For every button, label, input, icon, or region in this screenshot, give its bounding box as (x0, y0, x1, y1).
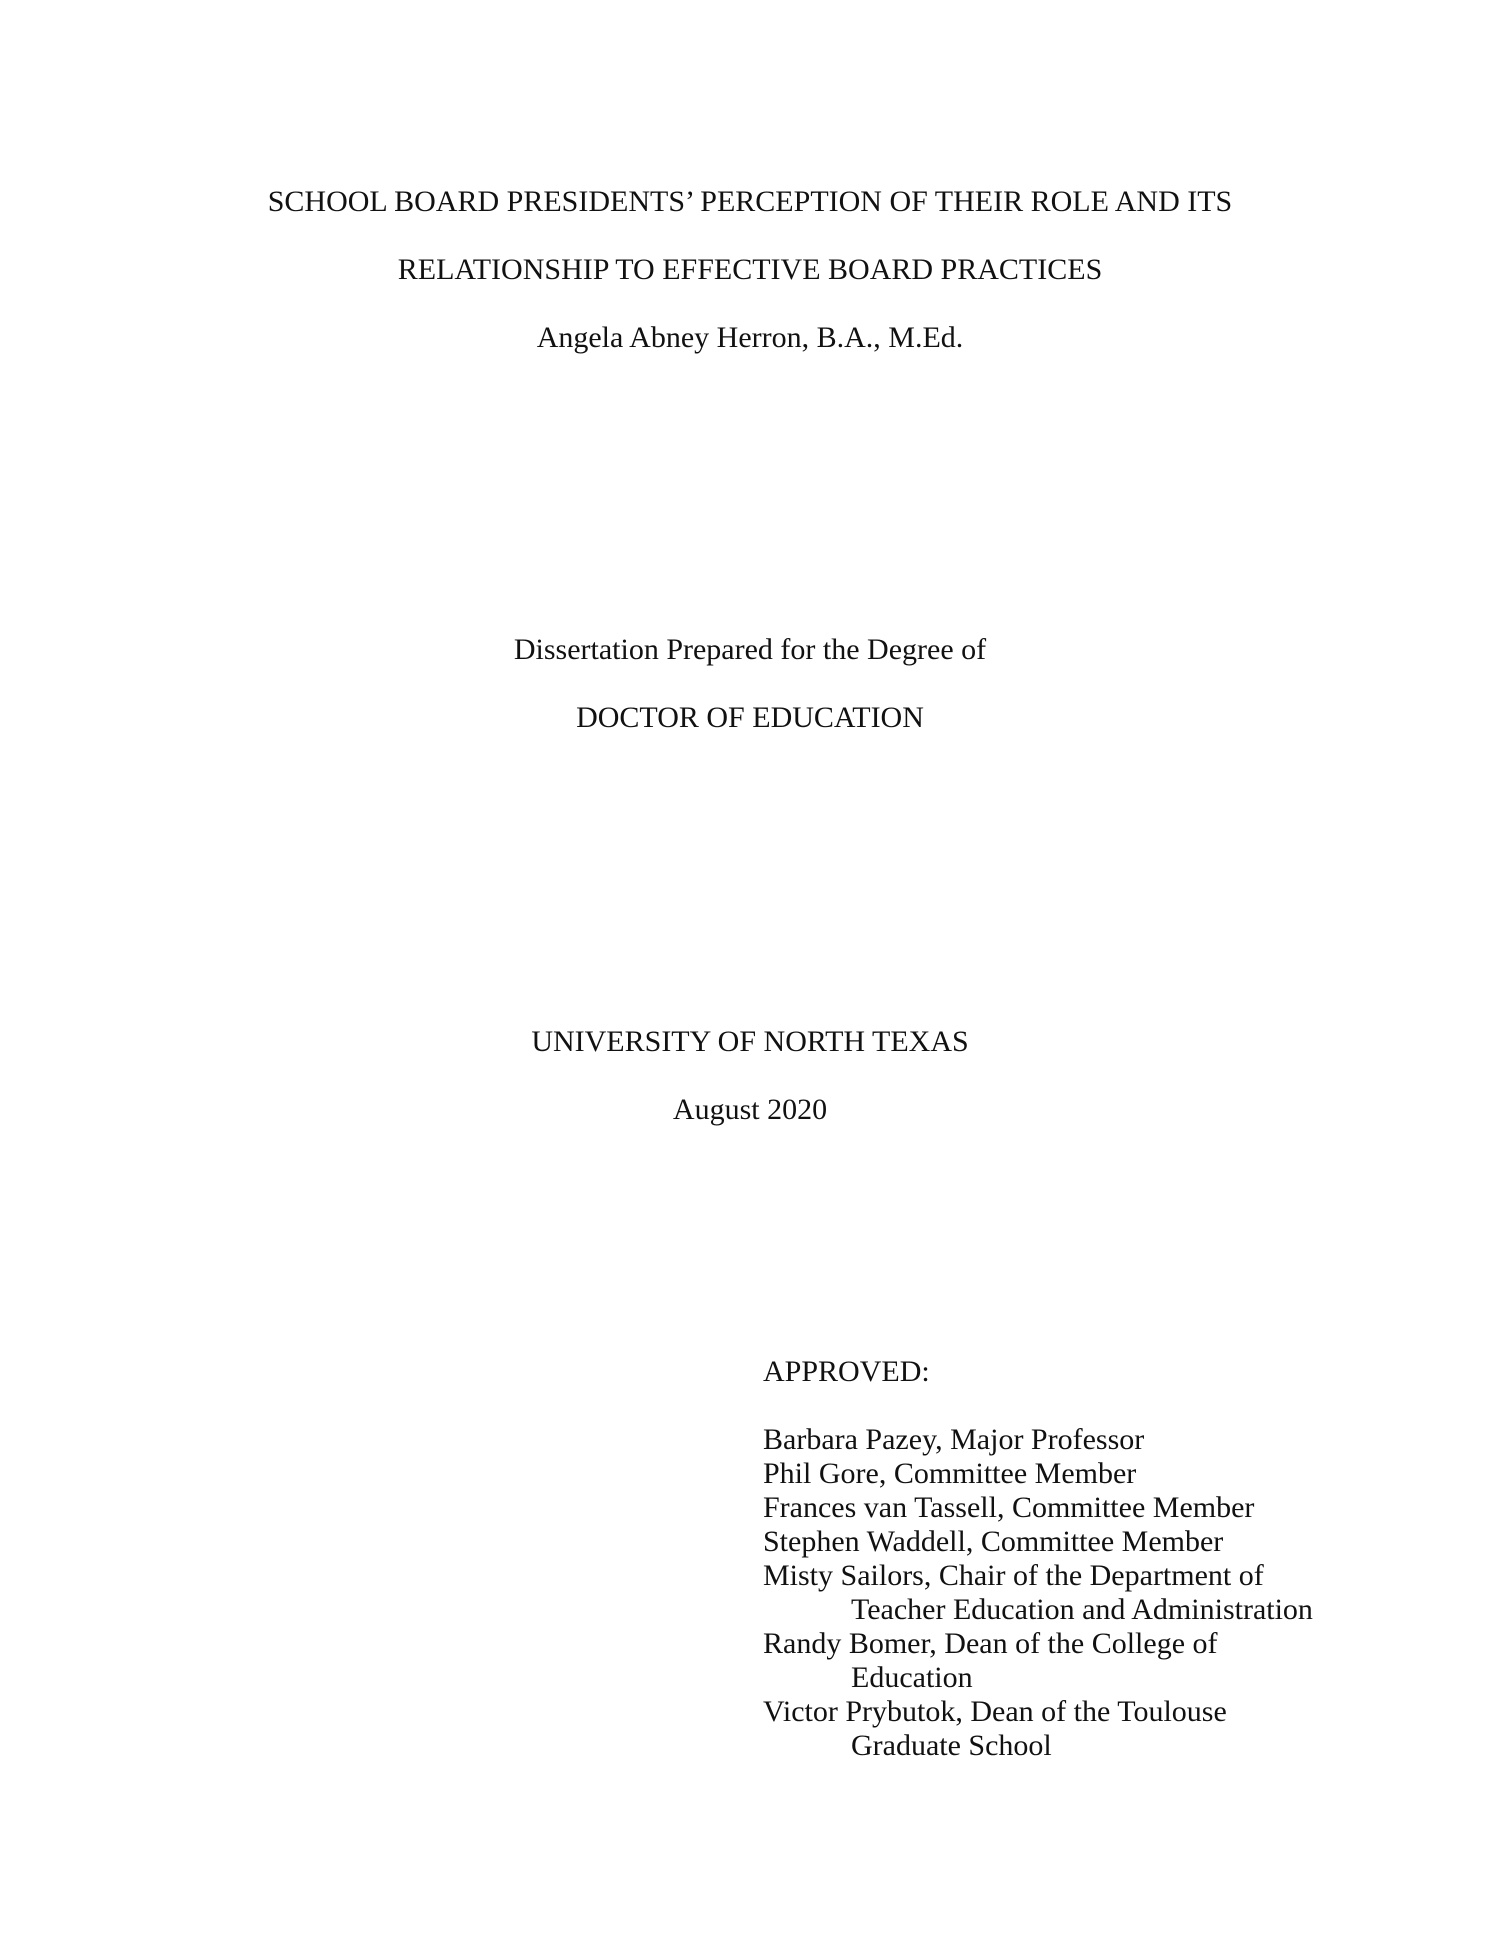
committee-member (763, 1627, 1463, 1695)
university-name: UNIVERSITY OF NORTH TEXAS (531, 1025, 969, 1058)
committee-member-line-continued: Education (851, 1661, 973, 1694)
committee-member-line-continued: Graduate School (851, 1729, 1052, 1762)
committee-member-line: Randy Bomer, Dean of the College of (763, 1627, 1218, 1660)
committee-member-line: Phil Gore, Committee Member (763, 1457, 1137, 1490)
committee-member (763, 1525, 1463, 1559)
committee-member (763, 1559, 1463, 1627)
author-name: Angela Abney Herron, B.A., M.Ed. (536, 321, 964, 354)
committee-member (763, 1423, 1463, 1457)
dissertation-title-line-2: RELATIONSHIP TO EFFECTIVE BOARD PRACTICES (397, 253, 1103, 286)
committee-list (763, 1423, 1463, 1763)
submission-date: August 2020 (672, 1093, 828, 1126)
prepared-for-statement: Dissertation Prepared for the Degree of (513, 633, 987, 666)
committee-member-line: Misty Sailors, Chair of the Department of (763, 1559, 1264, 1592)
committee-member-line: Victor Prybutok, Dean of the Toulouse (763, 1695, 1227, 1728)
approval-block (763, 1354, 1463, 1763)
committee-member-line: Barbara Pazey, Major Professor (763, 1423, 1145, 1456)
committee-member (763, 1491, 1463, 1525)
committee-member-line: Stephen Waddell, Committee Member (763, 1525, 1224, 1558)
degree-name: DOCTOR OF EDUCATION (576, 701, 924, 734)
committee-member (763, 1695, 1463, 1763)
dissertation-title-line-1: SCHOOL BOARD PRESIDENTS’ PERCEPTION OF THEIR ROLE AND ITS (267, 185, 1233, 218)
approved-label: APPROVED: (763, 1355, 930, 1388)
committee-member (763, 1457, 1463, 1491)
committee-member-line: Frances van Tassell, Committee Member (763, 1491, 1255, 1524)
committee-member-line-continued: Teacher Education and Administration (851, 1593, 1313, 1626)
